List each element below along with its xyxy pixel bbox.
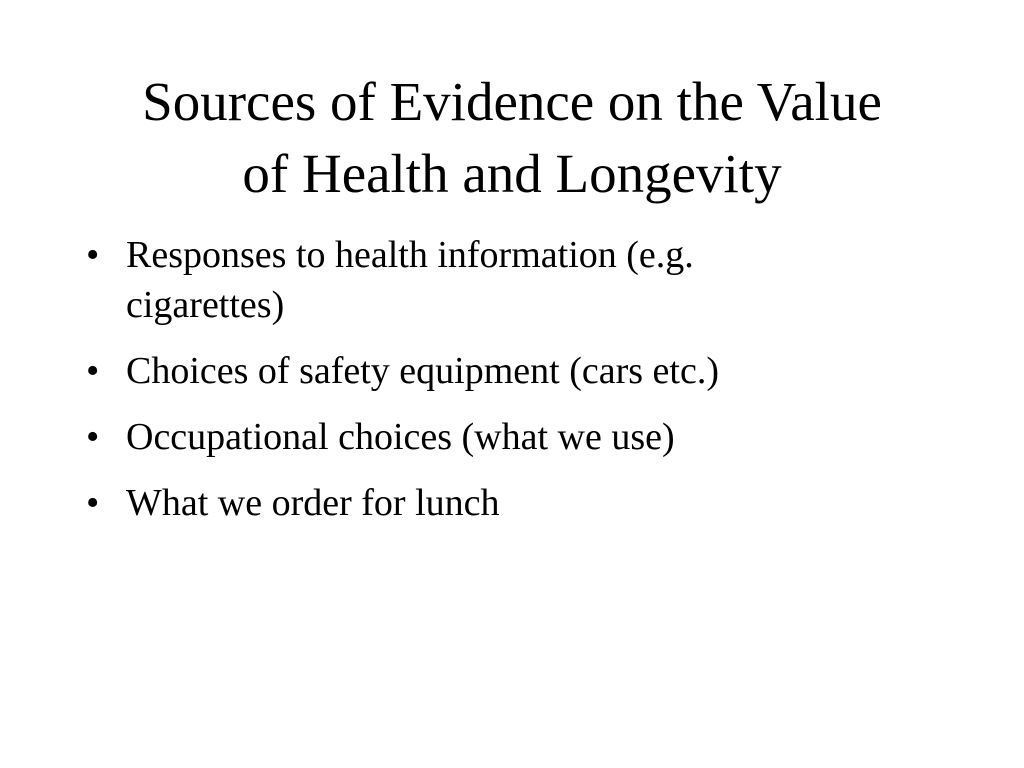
bullet-text-line-1: Responses to health information (e.g. [126,234,694,276]
bullet-item-safety-equipment [86,346,886,396]
bullet-item-lunch-order [86,478,886,528]
bullet-dot-icon: • [86,234,100,276]
bullet-text: Occupational choices (what we use) [126,416,675,458]
bullet-text-line-2: cigarettes) [126,284,285,326]
bullet-text: Choices of safety equipment (cars etc.) [126,350,719,392]
slide-title-line-2: of Health and Longevity [242,143,782,204]
slide-title [60,66,964,210]
bullet-dot-icon: • [86,482,100,524]
slide-title-line-1: Sources of Evidence on the Value [142,71,882,132]
bullet-text: What we order for lunch [126,482,500,524]
bullet-dot-icon: • [86,416,100,458]
bullet-item-occupational-choices [86,412,886,462]
bullet-item-health-information [86,230,886,330]
bullet-dot-icon: • [86,350,100,392]
bullet-list [86,230,886,544]
